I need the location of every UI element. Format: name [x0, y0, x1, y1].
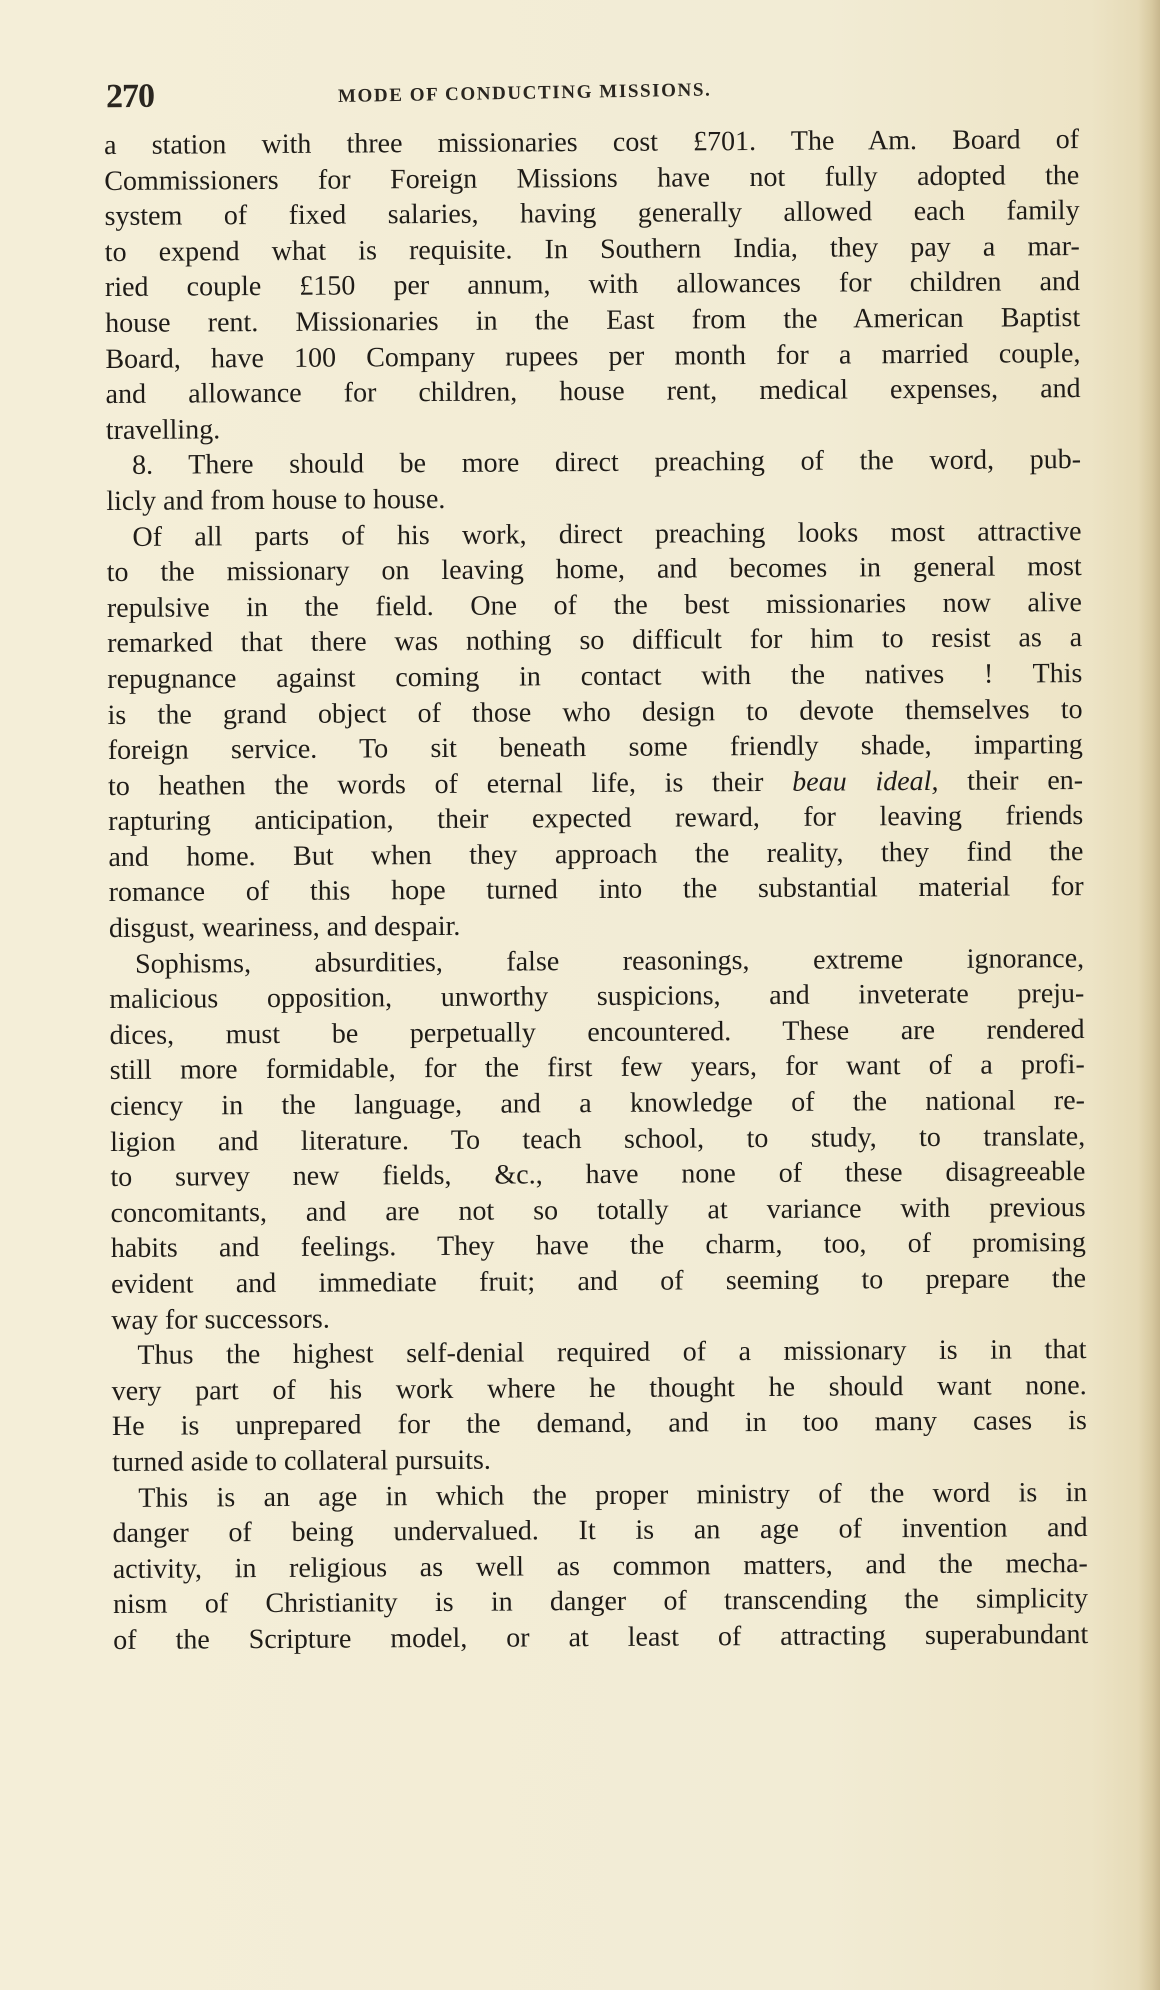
text-line: to survey new fields, &c., have none of these disagreeable — [110, 1156, 1086, 1194]
text-run: their en- — [938, 764, 1084, 797]
italic-phrase: beau ideal, — [792, 765, 939, 798]
body-text — [104, 122, 1088, 1658]
text-line-with-italic — [108, 763, 1083, 805]
text-line: dices, must be perpetually encountered. These are rendered — [109, 1013, 1085, 1051]
text-line: romance of this hope turned into the substantial material for — [108, 871, 1084, 909]
text-line: Board, have 100 Company rupees per month for a married couple, — [105, 337, 1081, 375]
text-line: ried couple £150 per annum, with allowances for children and — [104, 266, 1081, 304]
text-line: remarked that there was nothing so difficult for him to resist as a — [107, 622, 1083, 660]
text-line: way for successors. — [111, 1303, 330, 1336]
text-line: very part of his work where he thought he should want none. — [111, 1369, 1087, 1407]
running-head: MODE OF CONDUCTING MISSIONS. — [337, 79, 712, 107]
text-line: He is unprepared for the demand, and in too many cases is — [111, 1405, 1088, 1443]
text-line: of the Scripture model, or at least of attracting superabundant — [113, 1618, 1089, 1656]
text-line: system of fixed salaries, having generally allowed each family — [104, 195, 1080, 233]
text-line: nism of Christianity is in danger of transcending the simplicity — [112, 1583, 1089, 1621]
page-edge-shadow — [1138, 0, 1160, 1990]
text-line: repugnance against coming in contact with the natives ! This — [107, 657, 1083, 695]
text-line: travelling. — [105, 414, 221, 446]
text-line: danger of being undervalued. It is an age of invention and — [112, 1512, 1088, 1550]
text-line: a station with three missionaries cost £701. The Am. Board of — [104, 124, 1080, 161]
text-line: Commissioners for Foreign Missions have not fully adopted the — [104, 159, 1080, 197]
text-line: evident and immediate fruit; and of seeming to prepare the — [110, 1263, 1087, 1300]
text-line: ligion and literature. To teach school, to study, to translate, — [110, 1120, 1086, 1158]
text-line: foreign service. To sit beneath some friendly shade, imparting — [107, 729, 1083, 767]
text-line: to expend what is requisite. In Southern India, they pay a mar- — [104, 230, 1080, 268]
text-line: is the grand object of those who design to devote themselves to — [107, 693, 1083, 731]
text-line: ciency in the language, and a knowledge of the national re- — [109, 1085, 1086, 1123]
text-line: still more formidable, for the first few years, for want of a profi- — [109, 1049, 1085, 1087]
text-line: to the missionary on leaving home, and becomes in general most — [106, 551, 1082, 589]
page-number: 270 — [105, 77, 155, 116]
text-line: and home. But when they approach the reality, they find the — [108, 835, 1084, 873]
text-line: habits and feelings. They have the charm, too, of promising — [110, 1227, 1086, 1265]
page-header — [106, 78, 1066, 118]
text-line: Sophisms, absurdities, false reasonings, extreme ignorance, — [135, 942, 1085, 980]
text-line: This is an age in which the proper ministry of the word is in — [138, 1476, 1088, 1514]
text-line: and allowance for children, house rent, medical expenses, and — [105, 373, 1081, 411]
text-line: house rent. Missionaries in the East from the American Baptist — [105, 302, 1081, 339]
text-line: licly and from house to house. — [106, 483, 446, 517]
text-line: rapturing anticipation, their expected reward, for leaving friends — [108, 800, 1084, 838]
text-line: Thus the highest self-denial required of a missionary is in that — [137, 1334, 1087, 1372]
text-line: concomitants, and are not so totally at variance with previous — [110, 1191, 1086, 1229]
text-line: Of all parts of his work, direct preaching looks most attractive — [132, 515, 1082, 553]
text-line: activity, in religious as well as common matters, and the mecha- — [112, 1547, 1088, 1585]
text-line: 8. There should be more direct preaching of the word, pub- — [131, 444, 1082, 482]
text-line: disgust, weariness, and despair. — [108, 910, 461, 945]
text-line: repulsive in the field. One of the best missionaries now alive — [106, 586, 1083, 624]
text-run: to heathen the words of eternal life, is their — [107, 766, 764, 802]
text-line: malicious opposition, unworthy suspicions, and inveterate preju- — [109, 978, 1085, 1016]
text-line: turned aside to collateral pursuits. — [112, 1444, 491, 1478]
